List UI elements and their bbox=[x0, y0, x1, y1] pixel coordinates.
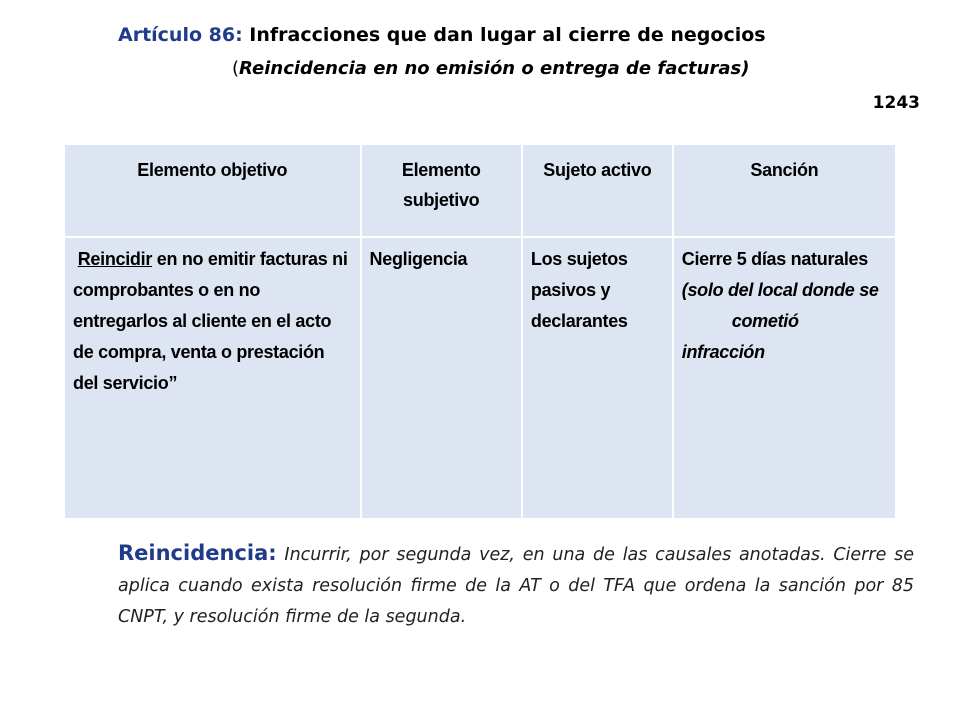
definition-text: Incurrir, por segunda vez, en una de las causales anotadas. Cierre se aplica cuando exista resolución firme de la AT o del TFA que ordena la sanción por 85 CNPT, y resolución firme de la segunda. bbox=[118, 545, 914, 627]
cell-sancion bbox=[673, 237, 896, 519]
header-elemento-objetivo: Elemento objetivo bbox=[64, 144, 361, 237]
page-number: 1243 bbox=[872, 93, 920, 113]
article-title bbox=[118, 24, 918, 46]
infraction-table bbox=[63, 143, 897, 520]
objetivo-underlined-word: Reincidir bbox=[77, 249, 153, 269]
cell-elemento-objetivo bbox=[64, 237, 361, 519]
header-sujeto-activo: Sujeto activo bbox=[522, 144, 673, 237]
table-header-row bbox=[64, 144, 896, 237]
subtitle-text: Reincidencia en no emisión o entrega de facturas) bbox=[239, 58, 750, 79]
table-row bbox=[64, 237, 896, 519]
sancion-italic-1: (solo del local donde se bbox=[681, 280, 879, 300]
header-sancion: Sanción bbox=[673, 144, 896, 237]
cell-elemento-subjetivo: Negligencia bbox=[361, 237, 522, 519]
article-subtitle bbox=[232, 58, 749, 79]
sancion-text: Cierre 5 días naturales bbox=[681, 249, 868, 269]
sancion-italic-2: cometió bbox=[731, 311, 799, 331]
cell-sujeto-activo: Los sujetos pasivos y declarantes bbox=[522, 237, 673, 519]
subtitle-open-paren: ( bbox=[232, 58, 240, 79]
sancion-italic-3: infracción bbox=[681, 342, 765, 362]
header-elemento-subjetivo: Elemento subjetivo bbox=[361, 144, 522, 237]
definition-term: Reincidencia: bbox=[118, 541, 277, 565]
objetivo-text: en no emitir facturas ni comprobantes o en no entregarlos al cliente en el acto de compra, venta o prestación del servicio” bbox=[73, 249, 348, 393]
reincidencia-definition bbox=[118, 538, 914, 633]
article-heading-text: Infracciones que dan lugar al cierre de negocios bbox=[242, 24, 766, 46]
article-label: Artículo 86: bbox=[118, 24, 243, 46]
